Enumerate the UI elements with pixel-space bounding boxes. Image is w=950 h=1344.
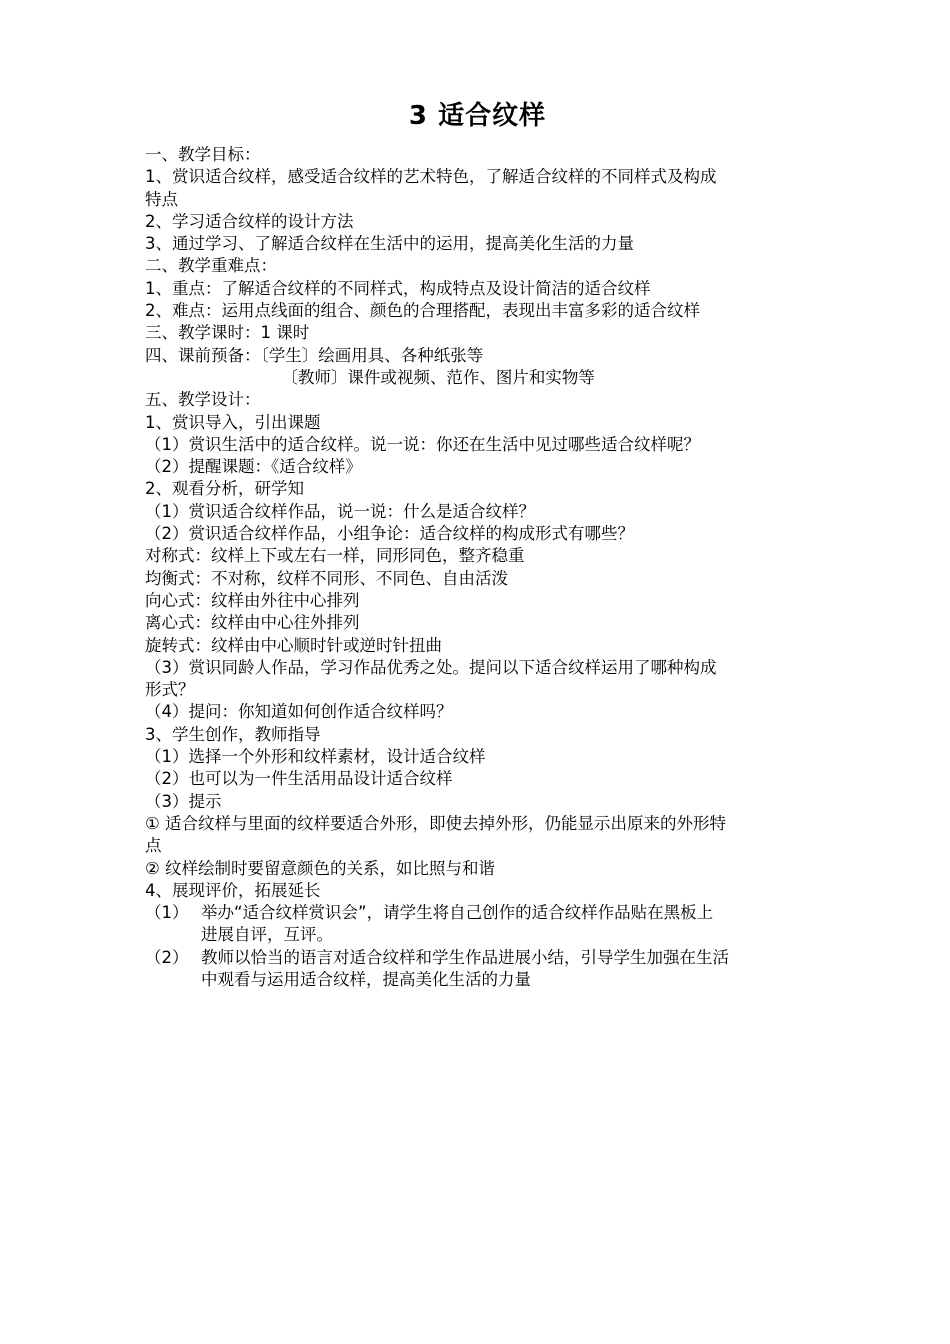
text-line: 1、赏识适合纹样，感受适合纹样的艺术特色，了解适合纹样的不同样式及构成 [145, 167, 717, 187]
text-line: （4）提问：你知道如何创作适合纹样吗？ [145, 702, 453, 722]
text-line: 向心式：纹样由外往中心排列 [145, 590, 360, 610]
list-item-number: （1） [145, 903, 189, 923]
page-title: 3 适合纹样 [408, 101, 547, 131]
text-line: 均衡式：不对称，纹样不同形、不同色、自由活泼 [145, 568, 508, 588]
text-line: 4、展现评价，拓展延长 [145, 880, 321, 900]
text-line: 对称式：纹样上下或左右一样，同形同色，整齐稳重 [145, 546, 525, 566]
lesson-plan-body [145, 144, 810, 991]
text-line: （3）赏识同龄人作品，学习作品优秀之处。提问以下适合纹样运用了哪种构成 [145, 657, 717, 677]
text-line: （1）选择一个外形和纹样素材，设计适合纹样 [145, 747, 486, 767]
text-line: 四、课前预备：〔学生〕绘画用具、各种纸张等 [145, 345, 484, 365]
text-line: （1）赏识适合纹样作品，说一说：什么是适合纹样？ [145, 501, 535, 521]
text-line: 三、教学课时：1 课时 [145, 323, 310, 343]
list-item [145, 902, 810, 947]
list-item-text [201, 902, 810, 947]
text-line: 3、通过学习、了解适合纹样在生活中的运用，提高美化生活的力量 [145, 234, 634, 254]
text-line: 二、教学重难点： [145, 256, 277, 276]
text-line: （1）赏识生活中的适合纹样。说一说：你还在生活中见过哪些适合纹样呢？ [145, 434, 700, 454]
list-item-line: 教师以恰当的语言对适合纹样和学生作品进展小结，引导学生加强在生活 [201, 947, 729, 967]
text-line: 1、重点：了解适合纹样的不同样式，构成特点及设计简洁的适合纹样 [145, 278, 651, 298]
text-line: ① 适合纹样与里面的纹样要适合外形，即使去掉外形，仍能显示出原来的外形特 [145, 813, 727, 833]
text-line: 点 [145, 836, 162, 856]
list-item-line: 中观看与运用适合纹样，提高美化生活的力量 [201, 969, 531, 989]
text-line: 特点 [145, 189, 178, 209]
text-line: （2）也可以为一件生活用品设计适合纹样 [145, 769, 453, 789]
text-line: 1、赏识导入，引出课题 [145, 412, 321, 432]
text-line: 离心式：纹样由中心往外排列 [145, 613, 360, 633]
list-item [145, 947, 810, 992]
text-line: （2）提醒课题：《适合纹样》 [145, 457, 362, 477]
text-line: 一、教学目标： [145, 145, 261, 164]
text-line: 3、学生创作，教师指导 [145, 724, 321, 744]
text-line: 五、教学设计： [145, 390, 261, 410]
list-item-line: 进展自评，互评。 [201, 925, 333, 945]
text-line: 2、观看分析，研学知 [145, 479, 304, 499]
text-line: 旋转式：纹样由中心顺时针或逆时针扭曲 [145, 635, 442, 655]
list-item-text [201, 947, 810, 992]
text-line: 2、学习适合纹样的设计方法 [145, 211, 354, 231]
text-line: 2、难点：运用点线面的组合、颜色的合理搭配，表现出丰富多彩的适合纹样 [145, 301, 700, 321]
text-line: 形式？ [145, 680, 195, 700]
text-line: （3）提示 [145, 791, 222, 811]
text-line: 〔教师〕课件或视频、范作、图片和实物等 [145, 367, 595, 387]
text-line: ② 纹样绘制时要留意颜色的关系，如比照与和谐 [145, 858, 496, 878]
list-item-line: 举办“适合纹样赏识会”，请学生将自己创作的适合纹样作品贴在黑板上 [201, 903, 714, 923]
text-line: （2）赏识适合纹样作品，小组争论：适合纹样的构成形式有哪些？ [145, 524, 634, 544]
list-item-number: （2） [145, 947, 189, 967]
